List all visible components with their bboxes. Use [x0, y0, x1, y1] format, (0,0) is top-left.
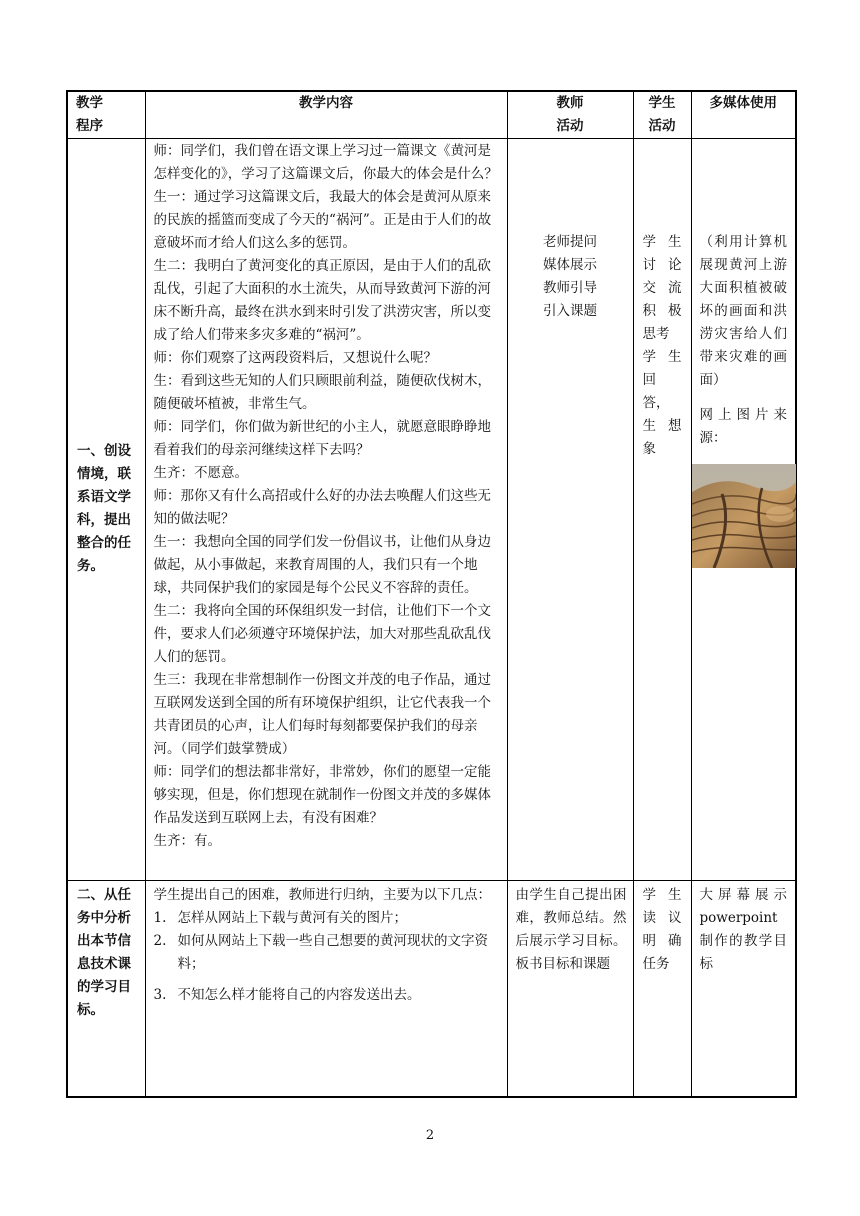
- table-header-row: [67, 91, 796, 139]
- page-number: 2: [425, 1128, 435, 1143]
- yellow-river-photo: [692, 464, 796, 568]
- multimedia-cell-2: 大屏幕展示powerpoint制作的教学目标: [691, 881, 796, 1097]
- procedure-cell-1: 一、创设 情境，联 系语文学 科，提出 整合的任 务。: [67, 139, 145, 881]
- content-cell-2: [145, 881, 507, 1097]
- dialogue-line: 生齐：不愿意。: [153, 465, 248, 481]
- student-activity-cell-2: 学 生 读 议 明 确 任务: [633, 881, 691, 1097]
- content-cell-1: [145, 139, 507, 881]
- terraced-hills-image: [692, 464, 796, 568]
- list-item: 2. 如何从网站上下载一些自己想要的黄河现状的文字资料；: [153, 933, 488, 972]
- procedure-cell-2: 二、从任 务中分析 出本节信 息技术课 的学习目 标。: [67, 881, 145, 1097]
- student-activity-cell-1: 学 生 讨 论 交 流 积 极 思考 学 生 回答， 生 想 象: [633, 139, 691, 881]
- dialogue-line: 师：同学们的想法都非常好，非常妙，你们的愿望一定能够实现，但是，你们想现在就制作一份图文并茂的多媒体作品发送到互联网上去，有没有困难？: [153, 764, 491, 826]
- dialogue-line: 生齐：有。: [153, 833, 221, 849]
- lesson-plan-table: [66, 90, 797, 1098]
- content-intro: 学生提出自己的困难，教师进行归纳，主要为以下几点：: [153, 887, 491, 903]
- header-multimedia: 多媒体使用: [691, 91, 796, 139]
- dialogue-line: 生二：我明白了黄河变化的真正原因，是由于人们的乱砍乱伐，引起了大面积的水土流失，从而导致黄河下游的河床不断升高，最终在洪水到来时引发了洪涝灾害，所以变成了给人们带来多灾多难的“祸河”。: [153, 258, 491, 343]
- dialogue-line: 师：那你又有什么高招或什么好的办法去唤醒人们这些无知的做法呢？: [153, 488, 491, 527]
- dialogue-line: 生：看到这些无知的人们只顾眼前利益，随便砍伐树木，随便破坏植被，非常生气。: [153, 373, 491, 412]
- dialogue-line: 师：你们观察了这两段资料后，又想说什么呢？: [153, 350, 437, 366]
- header-content: 教学内容: [145, 91, 507, 139]
- header-teacher-activity: 教师 活动: [507, 91, 633, 139]
- table-row-1: [67, 139, 796, 881]
- dialogue-line: 生一：通过学习这篇课文后，我最大的体会是黄河从原来的民族的摇篮而变成了今天的“祸河”。正是由于人们的故意破坏而才给人们这么多的惩罚。: [153, 189, 492, 251]
- teacher-activity-cell-1: 老师提问 媒体展示 教师引导 引入课题: [507, 139, 633, 881]
- teacher-activity-cell-2: 由学生自己提出困难，教师总结。然后展示学习目标。板书目标和课题: [507, 881, 633, 1097]
- list-item: 3. 不知怎么样才能将自己的内容发送出去。: [153, 987, 421, 1003]
- dialogue-line: 师：同学们，你们做为新世纪的小主人，就愿意眼睁睁地看着我们的母亲河继续这样下去吗？: [153, 419, 491, 458]
- dialogue-line: 师：同学们，我们曾在语文课上学习过一篇课文《黄河是怎样变化的》，学习了这篇课文后，你最大的体会是什么？: [153, 143, 498, 182]
- header-student-activity: 学生 活动: [633, 91, 691, 139]
- dialogue-line: 生三：我现在非常想制作一份图文并茂的电子作品，通过互联网发送到全国的所有环境保护组织，让它代表我一个共青团员的心声，让人们每时每刻都要保护我们的母亲河。（同学们鼓掌赞成）: [153, 672, 491, 757]
- table-row-2: [67, 881, 796, 1097]
- multimedia-cell-1: [691, 139, 796, 881]
- dialogue-line: 生一：我想向全国的同学们发一份倡议书，让他们从身边做起，从小事做起，来教育周围的人，我们只有一个地球，共同保护我们的家园是每个公民义不容辞的责任。: [153, 534, 491, 596]
- difficulty-list: [154, 907, 503, 1007]
- image-source-label: 网上图片来源：: [699, 407, 787, 446]
- list-item: 1. 怎样从网站上下载与黄河有关的图片；: [153, 910, 407, 926]
- multimedia-description: （利用计算机展现黄河上游大面积植被破坏的画面和洪涝灾害给人们带来灾难的画面）: [699, 234, 787, 388]
- header-procedure: 教学 程序: [67, 91, 145, 139]
- dialogue-line: 生二：我将向全国的环保组织发一封信，让他们下一个文件，要求人们必须遵守环境保护法，加大对那些乱砍乱伐人们的惩罚。: [153, 603, 491, 665]
